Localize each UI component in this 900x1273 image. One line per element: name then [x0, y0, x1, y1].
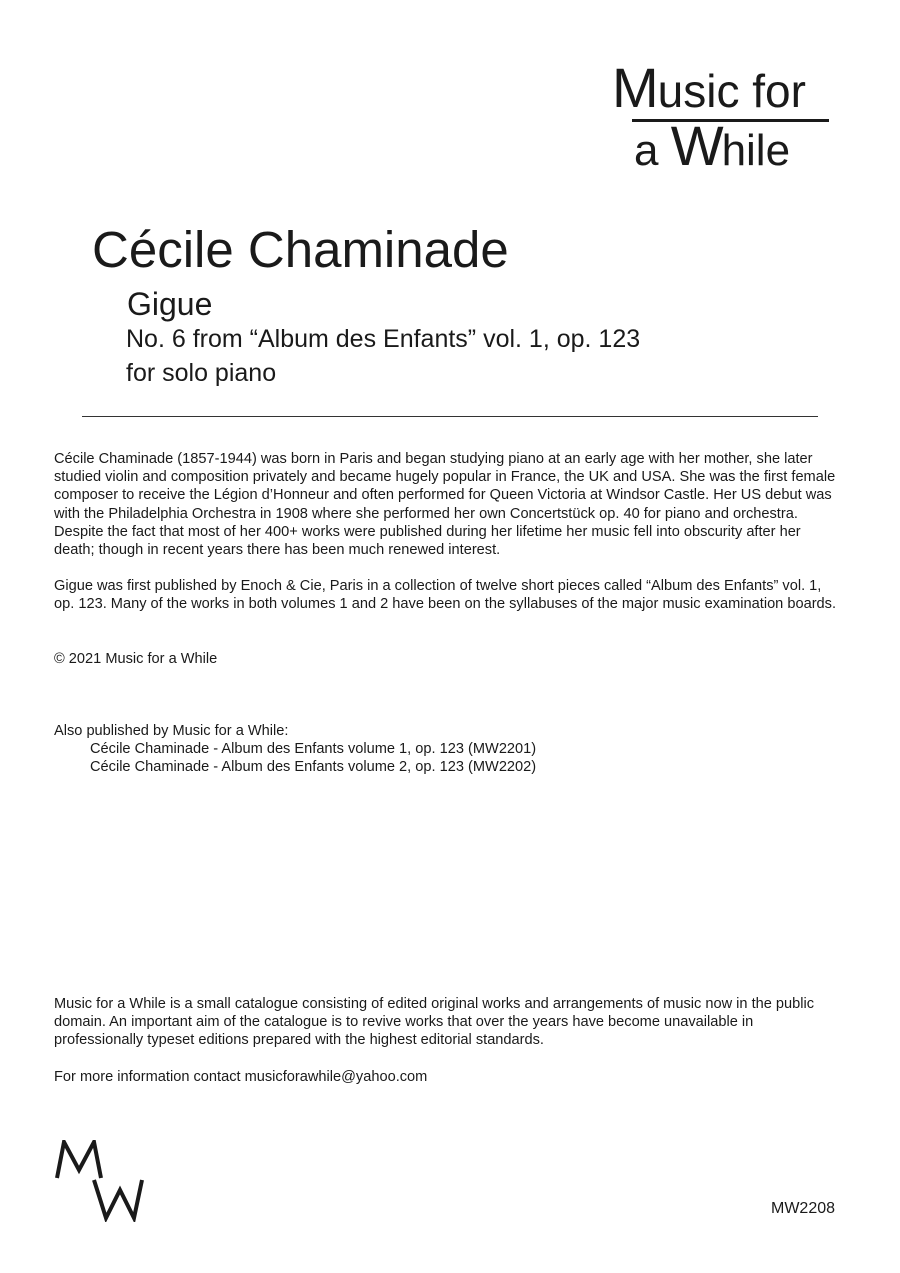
also-published-heading: Also published by Music for a While:: [54, 723, 289, 739]
logo-line-2-rest: hile: [721, 126, 791, 175]
catalogue-description: Music for a While is a small catalogue consisting of edited original works and arrangements of music now in the public domain. An important aim of the catalogue is to revive works that over the years have become unavailable in professionally typeset editions prepared with the highest editorial standards.: [54, 996, 815, 1049]
header-divider: [82, 416, 818, 417]
contact-info: For more information contact musicforawhile@yahoo.com: [54, 1069, 428, 1085]
catalogue-code: MW2208: [771, 1200, 836, 1217]
piece-title: Gigue: [127, 286, 213, 322]
logo-line-1-rest: usic for: [657, 65, 806, 117]
mw-monogram-w: [94, 1180, 142, 1218]
logo-letter-m: M: [612, 56, 658, 119]
composer-name: Cécile Chaminade: [92, 221, 509, 278]
also-published-section: [54, 722, 844, 777]
instrumentation: for solo piano: [126, 359, 277, 387]
publisher-logo: [612, 56, 834, 177]
mw-monogram-m: [57, 1142, 101, 1178]
piece-description: Gigue was first published by Enoch & Cie, Paris in a collection of twelve short pieces called “Album des Enfants” vol. 1, op. 123. Many of the works in both volumes 1 and 2 have been on the syllabuses of the major music examination boards.: [54, 578, 837, 613]
also-published-item: Cécile Chaminade - Album des Enfants volume 2, op. 123 (MW2202): [90, 759, 537, 776]
composer-biography: Cécile Chaminade (1857-1944) was born in Paris and began studying piano at an early age with her mother, she later studied violin and composition privately and became hugely popular in France, the UK and USA. She was the first female composer to receive the Légion d’Honneur and often performed for Queen Victoria at Windsor Castle. Her US debut was with the Philadelphia Orchestra in 1908 where she performed her own Concertstück op. 40 for piano and orchestra. Despite the fact that most of her 400+ works were published during her lifetime her music fell into obscurity after her death; though in recent years there has been much renewed interest.: [54, 451, 836, 559]
piece-subtitle: No. 6 from “Album des Enfants” vol. 1, op. 123: [126, 325, 641, 353]
logo-letter-w: W: [670, 114, 722, 177]
logo-line-2: [634, 114, 791, 177]
logo-line-1: [612, 58, 806, 121]
logo-line-2-pre: a: [634, 126, 671, 175]
copyright-notice: © 2021 Music for a While: [54, 651, 218, 667]
also-published-item: Cécile Chaminade - Album des Enfants volume 1, op. 123 (MW2201): [90, 741, 537, 758]
mw-monogram-logo: [54, 1140, 144, 1222]
